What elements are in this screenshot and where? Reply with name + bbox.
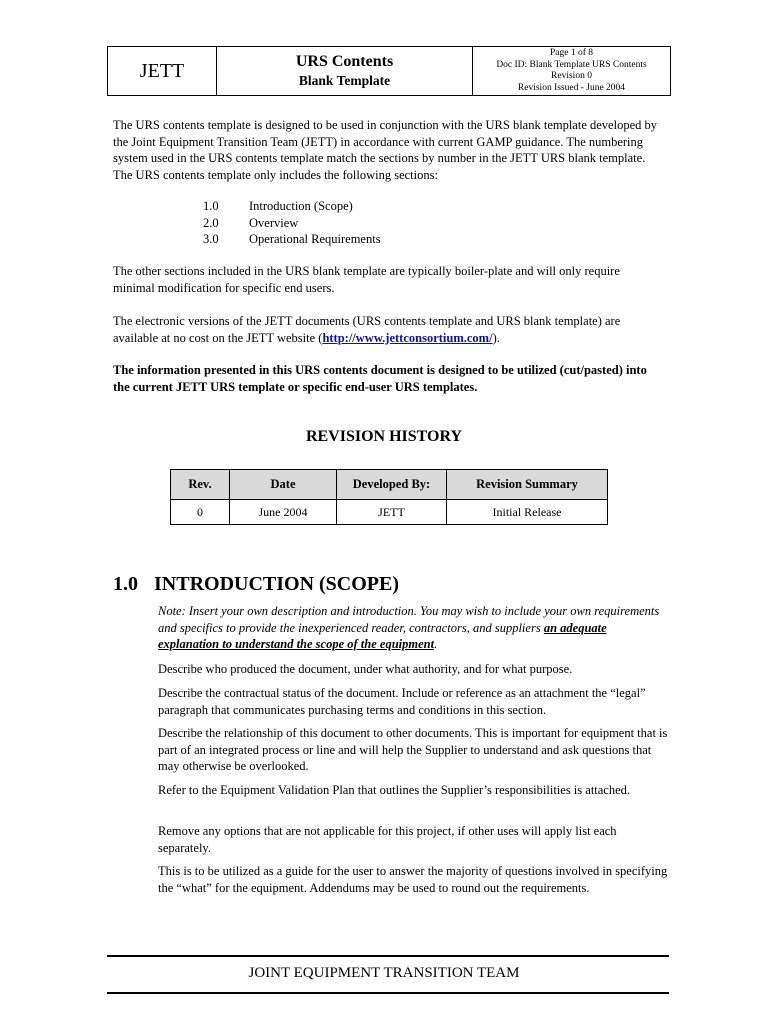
footer-divider-top (107, 955, 669, 957)
revision: Revision 0 (551, 71, 592, 81)
revision-history-title: REVISION HISTORY (305, 428, 463, 445)
section-number: 3.0 (203, 232, 219, 247)
table-cell: 0 (171, 500, 230, 525)
section-label: Introduction (Scope) (249, 199, 353, 213)
section-heading (113, 573, 399, 596)
section-label: Overview (249, 215, 299, 230)
footer-text: JOINT EQUIPMENT TRANSITION TEAM (248, 965, 520, 981)
column-header: Rev. (171, 470, 230, 500)
revision-history-table (170, 469, 608, 525)
document-header (107, 46, 671, 96)
intro-paragraph-2: The other sections included in the URS blank template are typically boiler-plate and will only require minimal modification for specific end users. (113, 264, 620, 295)
section-paragraph: Describe the contractual status of the document. Include or reference as an attachment the “legal” paragraph that communicates purchasing terms and conditions in this section. (158, 686, 646, 717)
section-heading-number: 1.0 (113, 573, 138, 595)
header-title-block (217, 47, 473, 95)
table-cell: JETT (337, 500, 447, 525)
section-paragraph: Remove any options that are not applicable for this project, if other uses will apply list each separately. (158, 824, 617, 855)
section-paragraph: Describe who produced the document, under what authority, and for what purpose. (158, 662, 573, 676)
note-text: Note: Insert your own description and introduction. You may wish to include your own requirements and specifics to provide the inexperienced reader, contractors, and suppliers (158, 604, 660, 635)
revision-issued: Revision Issued - June 2004 (517, 82, 626, 93)
org-name: JETT (108, 47, 217, 95)
document-meta (473, 47, 670, 95)
table-row (171, 500, 608, 525)
table-cell: Initial Release (447, 500, 608, 525)
table-cell: June 2004 (230, 500, 337, 525)
section-paragraph: Describe the relationship of this document to other documents. This is important for equipment that is part of an integrated process or line and will help the Supplier to understand and ask questions that may otherwise be overlooked. (158, 726, 668, 774)
column-header: Revision Summary (447, 470, 608, 500)
section-paragraph: Refer to the Equipment Validation Plan that outlines the Supplier’s responsibilities is attached. (158, 783, 631, 797)
intro-paragraph-3 (113, 313, 663, 346)
section-paragraph: This is to be utilized as a guide for the user to answer the majority of questions involved in specifying the “what” for the equipment. Addendums may be used to round out the requirements. (158, 864, 668, 895)
section-list-item (203, 215, 381, 232)
p3-text: The electronic versions of the JETT documents (URS contents template and URS blank template) are available at no cost on the JETT website ( (113, 314, 621, 345)
p3-end: ). (492, 330, 500, 345)
jett-website-link[interactable]: http://www.jettconsortium.com/ (322, 330, 493, 345)
doc-id: Doc ID: Blank Template URS Contents (496, 59, 647, 70)
section-number: 1.0 (203, 199, 219, 213)
section-list-item (203, 231, 381, 248)
note-emphasis: an adequate explanation to understand the scope of the equipment (158, 620, 607, 652)
section-number: 2.0 (203, 215, 219, 230)
note-end: . (434, 637, 438, 652)
table-header-row (171, 470, 608, 500)
column-header: Developed By: (337, 470, 447, 500)
section-heading-title: INTRODUCTION (SCOPE) (154, 573, 400, 595)
section-note (158, 603, 668, 653)
document-title: URS Contents (295, 53, 394, 70)
section-list-item (203, 198, 381, 215)
intro-paragraph-4: The information presented in this URS contents document is designed to be utilized (cut/pasted) into the current JETT URS template or specific end-user URS templates. (113, 363, 647, 394)
section-list (203, 198, 381, 248)
column-header: Date (230, 470, 337, 500)
footer-divider-bottom (107, 992, 669, 994)
section-label: Operational Requirements (249, 232, 381, 247)
page-number: Page 1 of 8 (549, 48, 593, 58)
document-subtitle: Blank Template (298, 73, 391, 88)
intro-paragraph-1: The URS contents template is designed to be used in conjunction with the URS blank template developed by the Joint Equipment Transition Team (JETT) in accordance with current GAMP guidance. The numbering system used in the URS contents template match the sections by number in the JETT URS blank template. The URS contents template only includes the following sections: (113, 118, 657, 182)
